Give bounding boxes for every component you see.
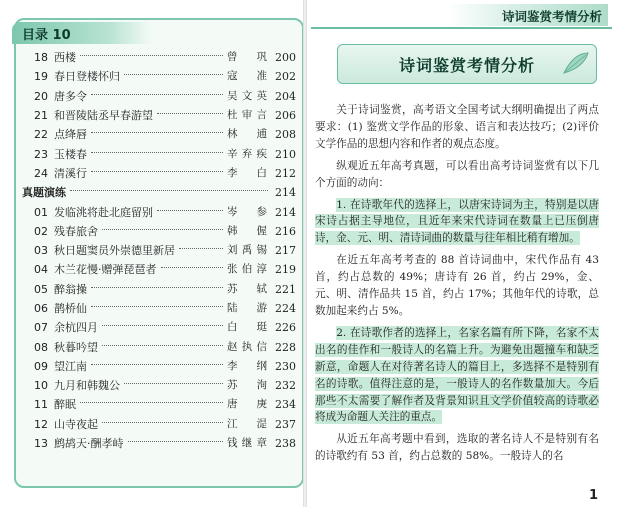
toc-row-author: 李 白 — [227, 166, 267, 179]
paragraph-highlighted — [315, 325, 599, 426]
toc-row — [34, 144, 296, 163]
toc-dot-leader — [70, 190, 268, 191]
chapter-title-box — [337, 44, 597, 84]
toc-row-page: 226 — [275, 321, 296, 335]
toc-row-page: 232 — [275, 379, 296, 393]
toc-row — [34, 357, 296, 376]
toc-row-title: 发临洮将赴北庭留别 — [54, 205, 153, 219]
toc-row-page: 204 — [275, 89, 296, 103]
running-head-title: 诗词鉴赏考情分析 — [501, 9, 602, 24]
toc-row-author: 张伯淳 — [227, 263, 267, 276]
toc-row-page: 200 — [275, 51, 296, 65]
toc-row-title: 唐多令 — [54, 89, 87, 103]
toc-row-author: 林 逋 — [227, 128, 267, 141]
toc-row-author: 陆 游 — [227, 302, 267, 314]
chapter-title: 诗词鉴赏考情分析 — [398, 56, 535, 75]
toc-dot-leader — [91, 364, 223, 365]
toc-row-number: 11 — [34, 398, 48, 412]
toc-row-number: 21 — [34, 109, 48, 123]
toc-row-title: 西楼 — [54, 51, 76, 65]
toc-row-number: 03 — [34, 244, 48, 258]
toc-row — [34, 337, 296, 356]
toc-row-page: 221 — [275, 282, 296, 296]
toc-row-number: 05 — [34, 282, 48, 296]
toc-row-number: 19 — [34, 70, 48, 84]
toc-row-number: 22 — [34, 128, 48, 142]
toc-row-page: 238 — [275, 437, 296, 451]
toc-row — [34, 299, 296, 318]
toc-row-number: 07 — [34, 321, 48, 335]
toc-row-number: 23 — [34, 147, 48, 161]
toc-row — [34, 376, 296, 395]
toc-row — [34, 164, 296, 183]
toc-row-author: 杜审言 — [227, 109, 267, 122]
toc-row-number: 18 — [34, 51, 48, 65]
toc-row — [34, 434, 296, 453]
toc-row-author: 韩 偓 — [227, 224, 267, 237]
toc-row-number: 08 — [34, 340, 48, 354]
toc-row-page: 217 — [275, 244, 296, 258]
toc-row — [34, 318, 296, 337]
toc-row-number: 12 — [34, 417, 48, 431]
right-page — [307, 0, 620, 507]
toc-row-title: 醉翁操 — [54, 282, 87, 296]
toc-dot-leader — [91, 152, 223, 153]
toc-row-number: 20 — [34, 89, 48, 103]
toc-row-author: 白 珽 — [227, 321, 267, 334]
toc-row-author: 寇 准 — [227, 70, 267, 83]
toc-row — [34, 222, 296, 241]
paragraph: 纵观近五年高考真题，可以看出高考诗词鉴赏有以下几个方面的动向： — [315, 159, 599, 189]
toc-dot-leader — [128, 441, 224, 442]
leaf-ornament-icon — [560, 49, 590, 77]
toc-row-page: 212 — [275, 166, 296, 180]
toc-dot-leader — [102, 325, 223, 326]
toc-row-page: 234 — [275, 398, 296, 412]
body-text — [315, 102, 599, 465]
toc-row-title: 九月和韩魏公 — [54, 379, 120, 393]
toc-dot-leader — [157, 113, 223, 114]
toc-row-author: 苏 轼 — [227, 282, 267, 295]
toc-row-number: 09 — [34, 359, 48, 373]
toc-row-title: 木兰花慢·赠弹琵琶者 — [54, 263, 157, 277]
toc-row-author: 刘禹锡 — [227, 244, 267, 257]
toc-row-page: 237 — [275, 417, 296, 431]
toc-row-title: 清溪行 — [54, 166, 87, 180]
toc-dot-leader — [179, 248, 223, 249]
toc-row-page: 210 — [275, 147, 296, 161]
toc-dot-leader — [161, 267, 224, 268]
toc-row-title: 秋暮吟望 — [54, 340, 98, 354]
paragraph: 关于诗词鉴赏，高考语文全国考试大纲明确提出了两点要求：(1) 鉴赏文学作品的形象、语言和表达技巧；(2)评价文学作品的思想内容和作者的观点态度。 — [315, 104, 599, 150]
paragraph-highlighted — [315, 197, 599, 248]
header-rule — [311, 27, 612, 29]
toc-dot-leader — [102, 422, 223, 423]
toc-list — [22, 48, 296, 453]
toc-row-author: 辛弃疾 — [227, 147, 267, 160]
left-page — [0, 0, 304, 507]
toc-row-title: 醉眠 — [54, 398, 76, 412]
toc-row — [34, 67, 296, 86]
toc-row-title: 山寺夜起 — [54, 417, 98, 431]
toc-row — [34, 415, 296, 434]
highlighted-text: 1. 在诗歌年代的选择上，以唐宋诗词为主，特别是以唐宋诗占据主导地位，且近年来宋代诗词在数量上已压倒唐诗，金、元、明、清诗词曲的数量与往年相比稍有增加。 — [315, 198, 599, 245]
toc-row-title: 余杭四月 — [54, 321, 98, 335]
toc-section-page: 214 — [275, 186, 296, 200]
toc-row-page: 216 — [275, 224, 296, 238]
toc-row — [34, 241, 296, 260]
toc-row-page: 202 — [275, 70, 296, 84]
toc-row — [34, 280, 296, 299]
toc-dot-leader — [91, 132, 223, 133]
toc-row-title: 望江南 — [54, 359, 87, 373]
toc-row-page: 224 — [275, 302, 296, 315]
toc-row-title: 残春旅舍 — [54, 224, 98, 238]
toc-dot-leader — [91, 94, 223, 95]
toc-row-title: 秋日题窦员外崇德里新居 — [54, 244, 175, 258]
toc-row-number: 06 — [34, 302, 48, 315]
toc-dot-leader — [124, 383, 223, 384]
toc-section-row — [22, 183, 296, 202]
page-number: 1 — [588, 488, 598, 503]
toc-dot-leader — [124, 74, 223, 75]
toc-dot-leader — [80, 55, 223, 56]
toc-header-title: 目录 10 — [22, 28, 71, 43]
toc-row — [34, 395, 296, 414]
toc-row-page: 206 — [275, 109, 296, 123]
toc-row-author: 李 纲 — [227, 359, 267, 372]
toc-row-title: 鹧鸪天·酬孝峙 — [54, 437, 124, 451]
toc-row-title: 春日登楼怀归 — [54, 70, 120, 84]
toc-row-title: 鹊桥仙 — [54, 302, 87, 315]
toc-row-number: 02 — [34, 224, 48, 238]
toc-dot-leader — [102, 345, 223, 346]
toc-section-title: 真题演练 — [22, 186, 66, 200]
toc-row-number: 10 — [34, 379, 48, 393]
toc-row-page: 208 — [275, 128, 296, 142]
toc-row-author: 赵执信 — [227, 340, 267, 353]
toc-row — [34, 260, 296, 279]
toc-row — [34, 125, 296, 144]
toc-row-title: 和晋陵陆丞早春游望 — [54, 109, 153, 123]
highlighted-text: 2. 在诗歌作者的选择上，名家名篇有所下降，名家不太出名的佳作和一般诗人的名篇上升。为避免出题撞车和缺乏新意，命题人在对待著名诗人的篇目上，多选择不是特别有名的诗歌。值得注意的是，一般诗人的名作数量加大。今后那些不太需要了解作者及背景知识且文学价值较高的诗歌必将成为命题人关注的重点。 — [315, 326, 599, 424]
toc-row-number: 13 — [34, 437, 48, 451]
toc-dot-leader — [102, 229, 223, 230]
toc-dot-leader — [91, 306, 223, 307]
toc-row-author: 苏 洵 — [227, 379, 267, 392]
toc-row-page: 219 — [275, 263, 296, 277]
toc-row-author: 唐 庚 — [227, 398, 267, 411]
toc-row-author: 曾 巩 — [227, 51, 267, 64]
toc-row-number: 01 — [34, 205, 48, 219]
toc-row-author: 岑 参 — [227, 205, 267, 218]
toc-row-number: 24 — [34, 166, 48, 180]
toc-row-page: 228 — [275, 340, 296, 354]
toc-row — [34, 106, 296, 125]
toc-row — [34, 48, 296, 67]
running-head — [448, 4, 608, 26]
toc-header — [12, 22, 152, 44]
toc-row — [34, 87, 296, 106]
toc-dot-leader — [91, 287, 223, 288]
toc-row-page: 230 — [275, 359, 296, 373]
toc-dot-leader — [80, 402, 223, 403]
paragraph: 在近五年高考考查的 88 首诗词曲中，宋代作品有 43 首，约占总数的 49%；唐诗有 26 首，约占 29%，金、元、明、清作品共 15 首，约占 17%；其他年代的诗歌，总数加起来约占 5%。 — [315, 254, 599, 317]
toc-row-title: 玉楼春 — [54, 147, 87, 161]
toc-dot-leader — [157, 210, 223, 211]
toc-dot-leader — [91, 171, 223, 172]
toc-row-author: 江 湜 — [227, 417, 267, 430]
toc-row-number: 04 — [34, 263, 48, 277]
toc-row-title: 点绛唇 — [54, 128, 87, 142]
toc-row-page: 214 — [275, 205, 296, 219]
toc-row-author: 吴文英 — [227, 89, 267, 102]
toc-row — [34, 202, 296, 221]
paragraph: 从近五年高考题中看到，选取的著名诗人不是特别有名的诗歌约有 53 首，约占总数的 58%。一般诗人的名 — [315, 433, 599, 463]
toc-row-author: 钱继章 — [227, 437, 267, 450]
